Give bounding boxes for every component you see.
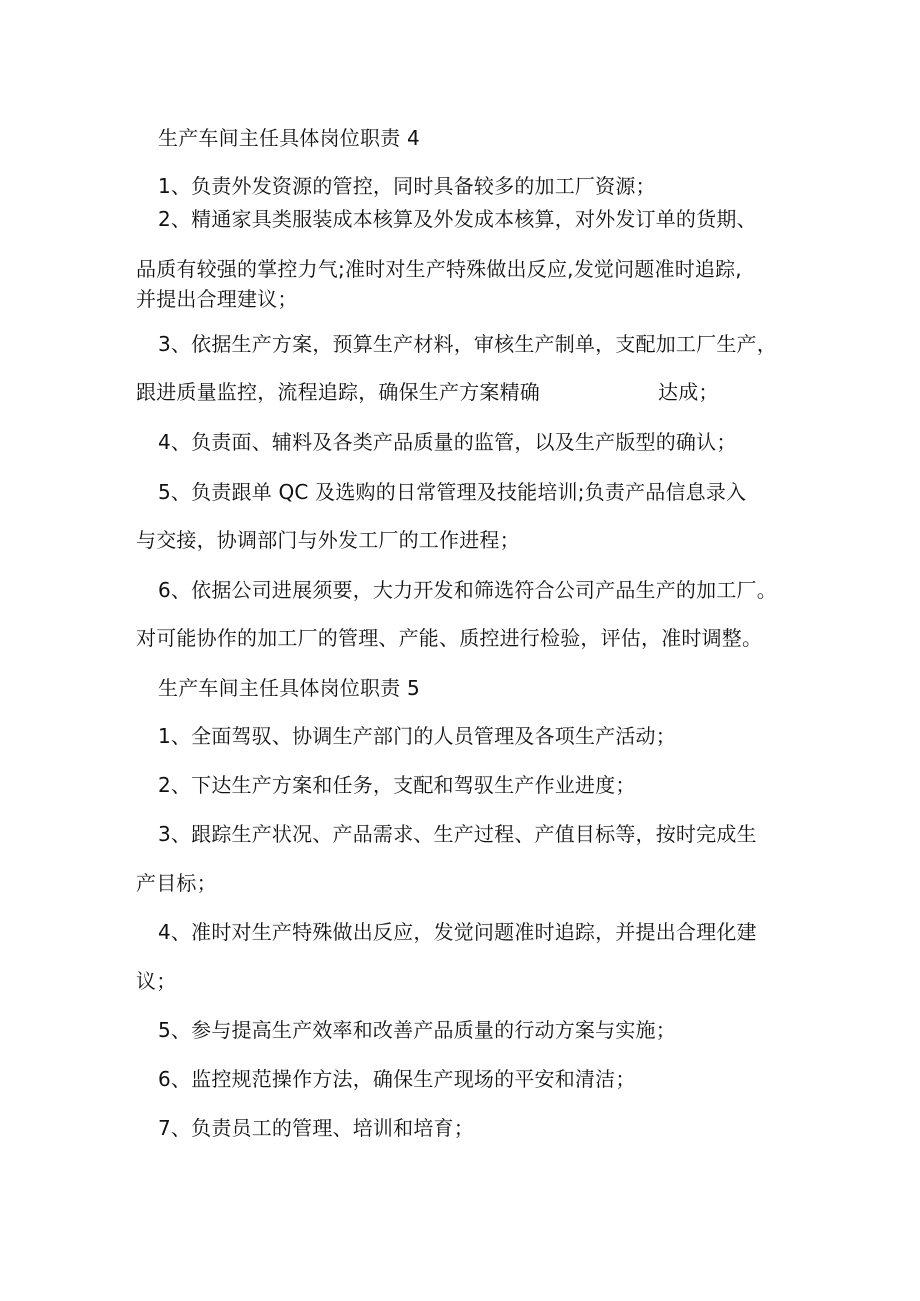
- paragraph-line: 6、监控规范操作方法，确保生产现场的平安和清洁；: [158, 1067, 636, 1091]
- paragraph-line: 6、依据公司进展须要，大力开发和筛选符合公司产品生产的加工厂。: [158, 578, 777, 602]
- paragraph-line: 4、准时对生产特殊做出反应，发觉问题准时追踪，并提出合理化建: [158, 920, 757, 944]
- section-heading-4: 生产车间主任具体岗位职责 4: [158, 126, 420, 150]
- paragraph-line: 2、下达生产方案和任务，支配和驾驭生产作业进度；: [158, 773, 636, 797]
- paragraph-line: 1、全面驾驭、协调生产部门的人员管理及各项生产活动；: [158, 724, 676, 748]
- paragraph-line: 3、跟踪生产状况、产品需求、生产过程、产值目标等，按时完成生: [158, 822, 757, 846]
- paragraph-line: 品质有较强的掌控力气;准时对生产特殊做出反应,发觉问题准时追踪,: [136, 257, 742, 281]
- paragraph-line: 5、负责跟单 QC 及选购的日常管理及技能培训;负责产品信息录入: [158, 480, 747, 504]
- paragraph-line: 5、参与提高生产效率和改善产品质量的行动方案与实施；: [158, 1018, 676, 1042]
- paragraph-line: 2、精通家具类服装成本核算及外发成本核算，对外发订单的货期、: [158, 207, 757, 231]
- paragraph-line: 7、负责员工的管理、培训和培育；: [158, 1116, 474, 1140]
- paragraph-line: 与交接，协调部门与外发工厂的工作进程；: [136, 528, 520, 552]
- section-heading-5: 生产车间主任具体岗位职责 5: [158, 676, 420, 700]
- paragraph-line: 达成；: [658, 380, 719, 404]
- paragraph-line: 3、依据生产方案，预算生产材料，审核生产制单，支配加工厂生产，: [158, 332, 777, 356]
- paragraph-line: 1、负责外发资源的管控，同时具备较多的加工厂资源；: [158, 174, 656, 198]
- paragraph-line: 对可能协作的加工厂的管理、产能、质控进行检验，评估，准时调整。: [136, 626, 763, 650]
- paragraph-line: 4、负责面、辅料及各类产品质量的监管，以及生产版型的确认；: [158, 430, 737, 454]
- paragraph-line: 跟进质量监控，流程追踪，确保生产方案精确: [136, 380, 540, 404]
- paragraph-line: 并提出合理建议；: [136, 287, 298, 311]
- paragraph-line: 议；: [136, 969, 177, 993]
- paragraph-line: 产目标；: [136, 871, 217, 895]
